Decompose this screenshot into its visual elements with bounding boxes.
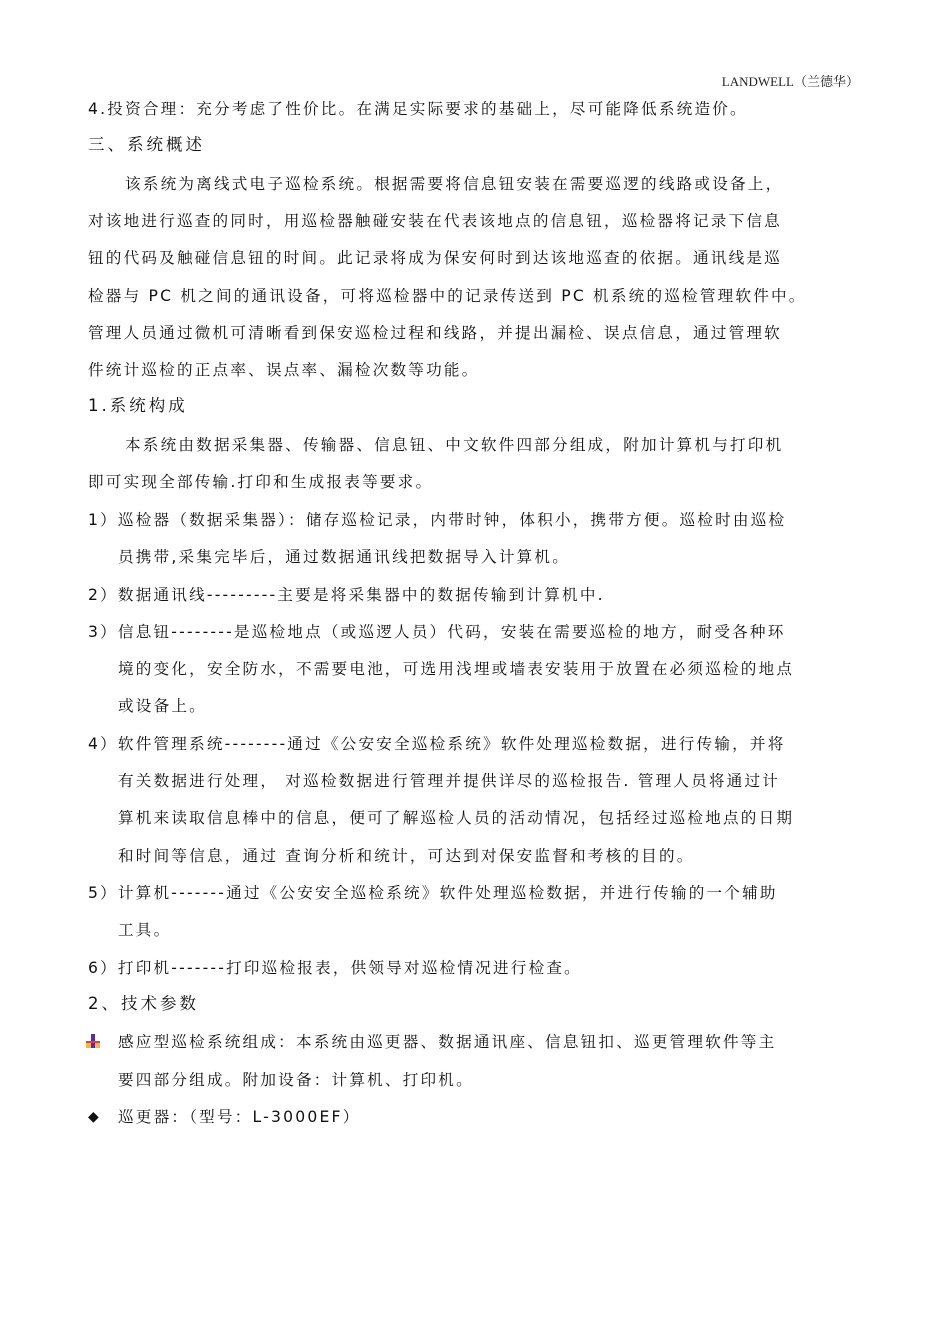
list-item: 6）打印机-------打印巡检报表，供领导对巡检情况进行检查。 — [88, 959, 582, 977]
section-heading: 三、系统概述 — [88, 135, 205, 154]
text-line: 4.投资合理：充分考虑了性价比。在满足实际要求的基础上，尽可能降低系统造价。 — [88, 100, 748, 118]
text-line: 有关数据进行处理， 对巡检数据进行管理并提供详尽的巡检报告. 管理人员将通过计 — [118, 772, 781, 790]
list-item: 感应型巡检系统组成：本系统由巡更器、数据通讯座、信息钮扣、巡更管理软件等主 — [118, 1033, 777, 1051]
text-line: 境的变化，安全防水，不需要电池，可选用浅埋或墙表安装用于放置在必须巡检的地点 — [118, 660, 795, 678]
section-heading: 2、技术参数 — [88, 994, 199, 1013]
list-item: 2）数据通讯线---------主要是将采集器中的数据传输到计算机中. — [88, 586, 605, 604]
list-item: 4）软件管理系统--------通过《公安安全巡检系统》软件处理巡检数据，进行传输，并将 — [88, 735, 786, 753]
bullet-icon — [86, 1034, 100, 1048]
text-line: 和时间等信息，通过 查询分析和统计，可达到对保安监督和考核的目的。 — [118, 847, 695, 865]
diamond-bullet-icon: ◆ — [88, 1109, 99, 1125]
text-line: 件统计巡检的正点率、误点率、漏检次数等功能。 — [88, 361, 480, 379]
text-line: 算机来读取信息棒中的信息，便可了解巡检人员的活动情况，包括经过巡检地点的日期 — [118, 809, 795, 827]
list-item: 1）巡检器（数据采集器）：储存巡检记录，内带时钟，体积小，携带方便。巡检时由巡检 — [88, 511, 787, 529]
text-line: 该系统为离线式电子巡检系统。根据需要将信息钮安装在需要巡逻的线路或设备上， — [125, 175, 784, 193]
text-line: 管理人员通过微机可清晰看到保安巡检过程和线路，并提出漏检、误点信息，通过管理软 — [88, 324, 782, 342]
text-line: 员携带,采集完毕后，通过数据通讯线把数据导入计算机。 — [118, 548, 571, 566]
text-line: 要四部分组成。附加设备：计算机、打印机。 — [118, 1071, 474, 1089]
section-heading: 1.系统构成 — [88, 396, 188, 415]
list-item: 巡更器：（型号：L-3000EF） — [118, 1108, 361, 1126]
text-line: 或设备上。 — [118, 697, 207, 715]
header-company: LANDWELL（兰德华） — [721, 74, 859, 89]
text-line: 检器与 PC 机之间的通讯设备，可将巡检器中的记录传送到 PC 机系统的巡检管理软件中。 — [88, 287, 807, 305]
text-line: 工具。 — [118, 921, 172, 939]
list-item: 3）信息钮--------是巡检地点（或巡逻人员）代码，安装在需要巡检的地方，耐受各种环 — [88, 623, 786, 641]
text-line: 即可实现全部传输.打印和生成报表等要求。 — [88, 473, 434, 491]
list-item: 5）计算机-------通过《公安安全巡检系统》软件处理巡检数据，并进行传输的一个辅助 — [88, 884, 778, 902]
text-line: 本系统由数据采集器、传输器、信息钮、中文软件四部分组成，附加计算机与打印机 — [125, 436, 784, 454]
text-line: 钮的代码及触碰信息钮的时间。此记录将成为保安何时到达该地巡查的依据。通讯线是巡 — [88, 249, 782, 267]
text-line: 对该地进行巡查的同时，用巡检器触碰安装在代表该地点的信息钮，巡检器将记录下信息 — [88, 212, 782, 230]
